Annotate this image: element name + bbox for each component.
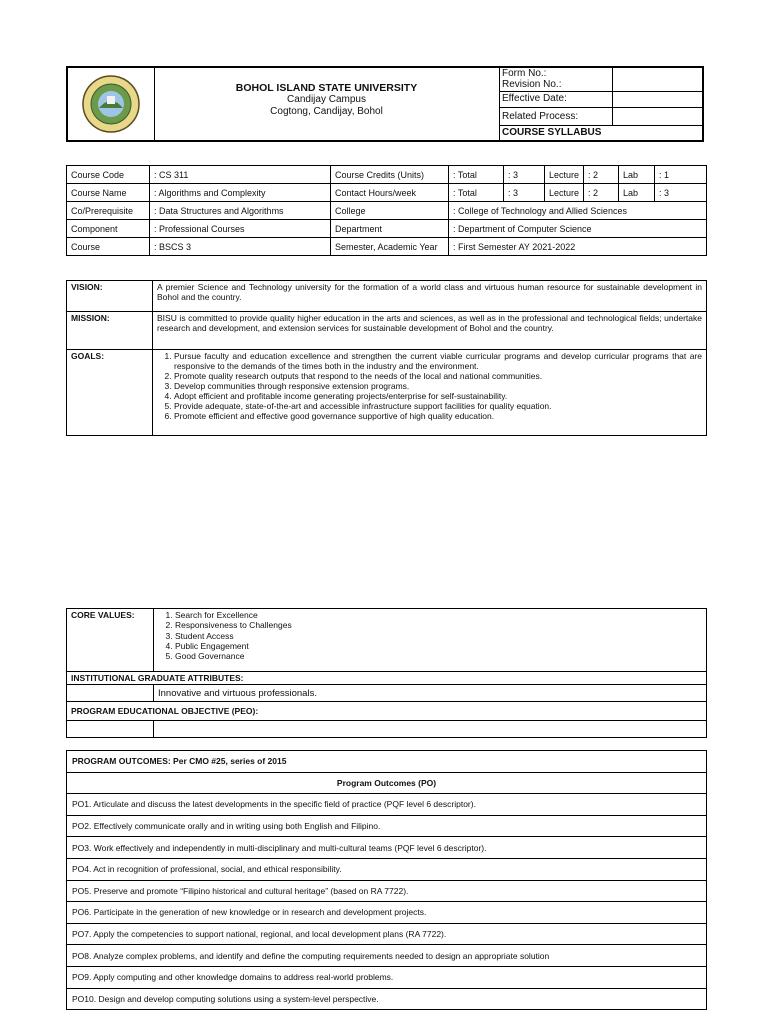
university-seal bbox=[68, 68, 155, 140]
po-item: PO5. Preserve and promote “Filipino historical and cultural heritage” (based on RA 7722). bbox=[67, 880, 707, 902]
hours-label: Contact Hours/week bbox=[331, 184, 449, 202]
po-item: PO3. Work effectively and independently in multi-disciplinary and multi-cultural teams (PQF level 6 descriptor). bbox=[67, 837, 707, 859]
credits-label: Course Credits (Units) bbox=[331, 166, 449, 184]
program-outcomes-subtitle: Program Outcomes (PO) bbox=[67, 772, 707, 794]
list-item: 6. Promote efficient and effective good governance supportive of high quality education. bbox=[174, 411, 702, 421]
semester-value: : First Semester AY 2021-2022 bbox=[449, 238, 707, 256]
mission-label: MISSION: bbox=[67, 312, 153, 350]
table-row bbox=[67, 350, 707, 436]
course-syllabus-row bbox=[499, 126, 702, 140]
program-outcomes-title: PROGRAM OUTCOMES: Per CMO #25, series of 2015 bbox=[67, 751, 707, 773]
college-value: : College of Technology and Allied Sciences bbox=[449, 202, 707, 220]
core-values-table bbox=[66, 608, 707, 738]
po-item: PO7. Apply the competencies to support national, regional, and local development plans (RA 7722). bbox=[67, 923, 707, 945]
component-value: : Professional Courses bbox=[150, 220, 331, 238]
campus-address: Cogtong, Candijay, Bohol bbox=[270, 106, 383, 117]
effective-date-row bbox=[499, 91, 702, 108]
list-item: 3. Student Access bbox=[175, 631, 702, 641]
form-revision-row bbox=[499, 68, 702, 92]
table-row bbox=[67, 945, 707, 967]
table-row bbox=[67, 988, 707, 1010]
course-info-table bbox=[66, 165, 707, 256]
po-item: PO4. Act in recognition of professional, social, and ethical responsibility. bbox=[67, 858, 707, 880]
table-row bbox=[67, 672, 707, 685]
program-outcomes-table bbox=[66, 750, 707, 1010]
iga-label: INSTITUTIONAL GRADUATE ATTRIBUTES: bbox=[67, 672, 707, 685]
list-item: 3. Develop communities through responsive extension programs. bbox=[174, 381, 702, 391]
effective-date-label: Effective Date: bbox=[502, 93, 567, 104]
list-item: 1. Search for Excellence bbox=[175, 610, 702, 620]
po-item: PO8. Analyze complex problems, and identify and define the computing requirements needed to design an appropriate solution bbox=[67, 945, 707, 967]
table-row bbox=[67, 923, 707, 945]
po-item: PO9. Apply computing and other knowledge domains to address real-world problems. bbox=[67, 966, 707, 988]
college-label: College bbox=[331, 202, 449, 220]
hours-lecture-label: Lecture bbox=[545, 184, 584, 202]
document-header bbox=[66, 66, 704, 142]
table-row bbox=[67, 220, 707, 238]
list-item: 5. Provide adequate, state-of-the-art and accessible infrastructure support facilities for quality equation. bbox=[174, 401, 702, 411]
list-item: 2. Promote quality research outputs that respond to the needs of the local and national communities. bbox=[174, 371, 702, 381]
university-name: BOHOL ISLAND STATE UNIVERSITY bbox=[235, 82, 418, 94]
goals-list bbox=[157, 351, 702, 421]
hours-lab-value: : 3 bbox=[655, 184, 707, 202]
table-row bbox=[67, 772, 707, 794]
course-label: Course bbox=[67, 238, 150, 256]
effective-date-value bbox=[612, 91, 703, 107]
table-row bbox=[67, 815, 707, 837]
list-item: 5. Good Governance bbox=[175, 651, 702, 661]
campus-name: Candijay Campus bbox=[287, 94, 366, 105]
table-row bbox=[67, 166, 707, 184]
table-row bbox=[67, 609, 707, 672]
related-process-label: Related Process: bbox=[502, 111, 579, 122]
hours-total-value: : 3 bbox=[504, 184, 545, 202]
table-row bbox=[67, 751, 707, 773]
table-row bbox=[67, 685, 707, 702]
peo-empty-right bbox=[154, 721, 707, 738]
course-value: : BSCS 3 bbox=[150, 238, 331, 256]
form-no-label: Form No.: bbox=[502, 68, 547, 79]
mission-text: BISU is committed to provide quality higher education in the arts and sciences, as well as in the professional and technological fields; undertake research and development, and extension services for sustainable development of Bohol and the country. bbox=[153, 312, 707, 350]
vision-mission-goals-table bbox=[66, 280, 707, 436]
table-row bbox=[67, 794, 707, 816]
hours-total-label: : Total bbox=[449, 184, 504, 202]
vision-text: A premier Science and Technology university for the formation of a world class and virtuous human resource for sustainable development in Bohol and the country. bbox=[153, 281, 707, 312]
course-code-value: : CS 311 bbox=[150, 166, 331, 184]
iga-value: Innovative and virtuous professionals. bbox=[154, 685, 707, 702]
department-label: Department bbox=[331, 220, 449, 238]
iga-empty bbox=[67, 685, 154, 702]
credits-lab-label: Lab bbox=[619, 166, 655, 184]
component-label: Component bbox=[67, 220, 150, 238]
po-item: PO10. Design and develop computing solutions using a system-level perspective. bbox=[67, 988, 707, 1010]
table-row bbox=[67, 721, 707, 738]
credits-total-value: : 3 bbox=[504, 166, 545, 184]
university-block bbox=[154, 68, 500, 140]
goals-list-cell bbox=[153, 350, 707, 436]
seal-logo-icon bbox=[68, 68, 154, 140]
list-item: 1. Pursue faculty and education excellence and strengthen the current viable curricular programs and develop curricular programs that are responsive to the demands of the times both in the industry and the environment. bbox=[174, 351, 702, 371]
vision-label: VISION: bbox=[67, 281, 153, 312]
table-row bbox=[67, 281, 707, 312]
course-name-value: : Algorithms and Complexity bbox=[150, 184, 331, 202]
prereq-label: Co/Prerequisite bbox=[67, 202, 150, 220]
revision-no-label: Revision No.: bbox=[502, 79, 562, 90]
credits-lab-value: : 1 bbox=[655, 166, 707, 184]
hours-lecture-value: : 2 bbox=[584, 184, 619, 202]
peo-label: PROGRAM EDUCATIONAL OBJECTIVE (PEO): bbox=[67, 702, 707, 721]
table-row bbox=[67, 902, 707, 924]
document-type: COURSE SYLLABUS bbox=[502, 127, 602, 138]
table-row bbox=[67, 837, 707, 859]
prereq-value: : Data Structures and Algorithms bbox=[150, 202, 331, 220]
department-value: : Department of Computer Science bbox=[449, 220, 707, 238]
list-item: 4. Public Engagement bbox=[175, 641, 702, 651]
po-item: PO1. Articulate and discuss the latest developments in the specific field of practice (PQF level 6 descriptor). bbox=[67, 794, 707, 816]
table-row bbox=[67, 858, 707, 880]
peo-empty-left bbox=[67, 721, 154, 738]
course-code-label: Course Code bbox=[67, 166, 150, 184]
po-item: PO6. Participate in the generation of new knowledge or in research and development projects. bbox=[67, 902, 707, 924]
list-item: 2. Responsiveness to Challenges bbox=[175, 620, 702, 630]
core-values-list bbox=[158, 610, 702, 661]
semester-label: Semester, Academic Year bbox=[331, 238, 449, 256]
core-values-label: CORE VALUES: bbox=[67, 609, 154, 672]
table-row bbox=[67, 184, 707, 202]
credits-lecture-label: Lecture bbox=[545, 166, 584, 184]
table-row bbox=[67, 238, 707, 256]
course-name-label: Course Name bbox=[67, 184, 150, 202]
goals-label: GOALS: bbox=[67, 350, 153, 436]
related-process-row bbox=[499, 108, 702, 126]
related-process-value bbox=[612, 108, 703, 125]
po-item: PO2. Effectively communicate orally and in writing using both English and Filipino. bbox=[67, 815, 707, 837]
hours-lab-label: Lab bbox=[619, 184, 655, 202]
list-item: 4. Adopt efficient and profitable income generating projects/enterprise for self-sustainability. bbox=[174, 391, 702, 401]
credits-total-label: : Total bbox=[449, 166, 504, 184]
core-values-list-cell bbox=[154, 609, 707, 672]
credits-lecture-value: : 2 bbox=[584, 166, 619, 184]
table-row bbox=[67, 880, 707, 902]
table-row bbox=[67, 312, 707, 350]
table-row bbox=[67, 702, 707, 721]
table-row bbox=[67, 202, 707, 220]
table-row bbox=[67, 966, 707, 988]
form-info bbox=[499, 68, 702, 140]
form-no-value bbox=[612, 68, 703, 91]
